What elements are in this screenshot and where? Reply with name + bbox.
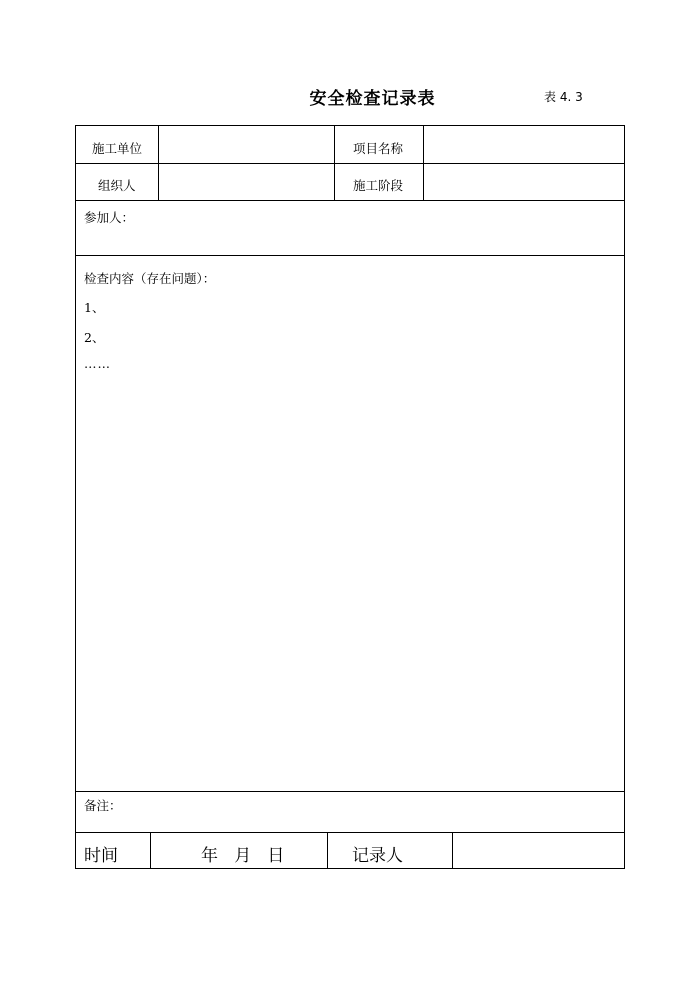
- row-divider: [76, 200, 624, 201]
- inspection-record-form: [75, 125, 625, 869]
- table-number: 表 4. 3: [544, 90, 583, 104]
- column-divider: [423, 126, 424, 200]
- column-divider: [452, 832, 453, 869]
- date-text: 年 月 日: [201, 846, 285, 866]
- time-label: 时间: [84, 846, 118, 866]
- recorder-label: 记录人: [352, 846, 403, 866]
- column-divider: [334, 126, 335, 200]
- inspection-item: 1、: [84, 300, 105, 315]
- column-divider: [158, 126, 159, 200]
- participants-label: 参加人：: [84, 210, 135, 225]
- construction-unit-label: 施工单位: [92, 141, 143, 156]
- inspection-content-label: 检查内容（存在问题）：: [84, 271, 216, 286]
- column-divider: [327, 832, 328, 869]
- row-divider: [76, 791, 624, 792]
- remarks-label: 备注：: [84, 798, 122, 813]
- row-divider: [76, 255, 624, 256]
- column-divider: [150, 832, 151, 869]
- inspection-item: ……: [84, 356, 111, 371]
- form-title: 安全检查记录表: [309, 89, 436, 109]
- organizer-label: 组织人: [98, 178, 136, 193]
- project-name-label: 项目名称: [353, 141, 404, 156]
- inspection-item: 2、: [84, 330, 105, 345]
- row-divider: [76, 832, 624, 833]
- construction-phase-label: 施工阶段: [353, 178, 404, 193]
